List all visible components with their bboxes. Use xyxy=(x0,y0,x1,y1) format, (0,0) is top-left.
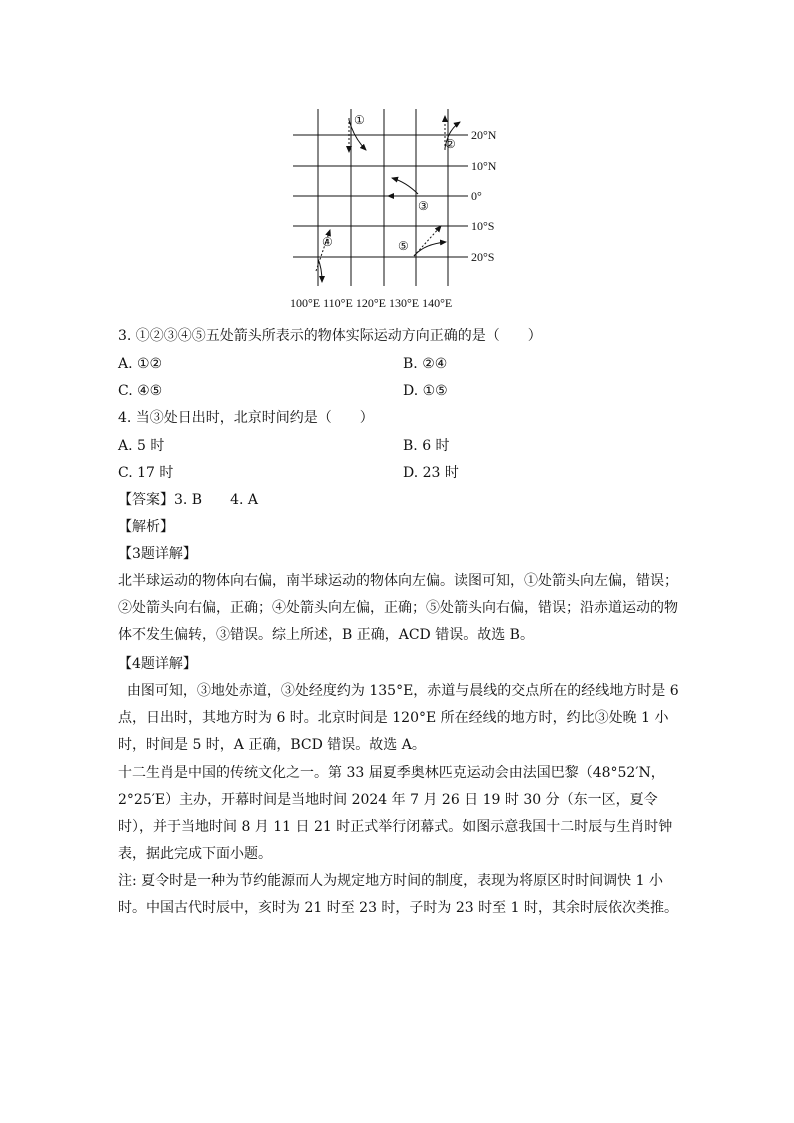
lat-label-10s: 10°S xyxy=(471,219,495,233)
q4-option-a: A. 5 时 xyxy=(118,438,165,454)
arrow-2 xyxy=(445,116,460,151)
grid-map xyxy=(288,106,518,316)
q3-option-a: A. ①② xyxy=(118,356,163,372)
longitude-lines xyxy=(318,109,448,286)
lat-label-0: 0° xyxy=(471,189,482,203)
lat-label-20s: 20°S xyxy=(471,250,495,264)
lon-labels: 100°E 110°E 120°E 130°E 140°E xyxy=(290,296,453,310)
marker-2: ② xyxy=(445,137,456,151)
arrow-4 xyxy=(316,230,333,282)
marker-3: ③ xyxy=(418,199,429,213)
latitude-lines xyxy=(293,135,468,257)
coriolis-grid-figure xyxy=(288,106,518,316)
q4-detail-text: 由图可知，③地处赤道，③处经度约为 135°E，赤道与晨线的交点所在的经线地方时是 6 点，日出时，其地方时为 6 时。北京时间是 120°E 所在经线的地方时，约比③处晚 1 小时，时间是 5 时，A 正确，BCD 错误。故选 A。 xyxy=(118,683,684,753)
analysis-label: 【解析】 xyxy=(118,519,174,535)
q3-detail-label: 【3题详解】 xyxy=(118,546,197,562)
arrow-1 xyxy=(349,113,366,152)
q4-option-d: D. 23 时 xyxy=(403,465,459,481)
marker-1: ① xyxy=(354,113,365,127)
q3-option-b: B. ②④ xyxy=(403,356,448,372)
q4-stem: 4. 当③处日出时，北京时间约是（ ） xyxy=(118,410,374,426)
lat-label-20n: 20°N xyxy=(471,128,497,142)
q3-option-c: C. ④⑤ xyxy=(118,383,163,399)
q3-detail-text: 北半球运动的物体向右偏，南半球运动的物体向左偏。读图可知，①处箭头向左偏，错误；②处箭头向右偏，正确；④处箭头向左偏，正确；⑤处箭头向右偏，错误；沿赤道运动的物体不发生偏转，③错误。综上所述，B 正确，ACD 错误。故选 B。 xyxy=(118,573,678,643)
q4-option-c: C. 17 时 xyxy=(118,465,174,481)
q4-option-b: B. 6 时 xyxy=(403,438,450,454)
lat-label-10n: 10°N xyxy=(471,159,497,173)
arrow-5 xyxy=(398,226,446,256)
intro-paragraph: 十二生肖是中国的传统文化之一。第 33 届夏季奥林匹克运动会由法国巴黎（48°52′N，2°25′E）主办，开幕时间是当地时间 2024 年 7 月 26 日 19 时 30 分（东一区，夏令时），并于当地时间 8 月 11 日 21 时正式举行闭幕式。如图示意我国十二时辰与生肖时钟表，据此完成下面小题。 xyxy=(118,765,673,862)
marker-4: ④ xyxy=(322,235,333,249)
q3-stem: 3. ①②③④⑤五处箭头所表示的物体实际运动方向正确的是（ ） xyxy=(118,328,542,344)
q4-detail-label: 【4题详解】 xyxy=(118,656,197,672)
note-paragraph: 注: 夏令时是一种为节约能源而人为规定地方时间的制度，表现为将原区时时间调快 1 小时。中国古代时辰中，亥时为 21 时至 23 时，子时为 23 时至 1 时，其余时辰依次类推。 xyxy=(118,873,678,916)
marker-5: ⑤ xyxy=(398,239,409,253)
q3-option-d: D. ①⑤ xyxy=(403,383,448,399)
answer-line: 【答案】3. B 4. A xyxy=(118,492,259,508)
